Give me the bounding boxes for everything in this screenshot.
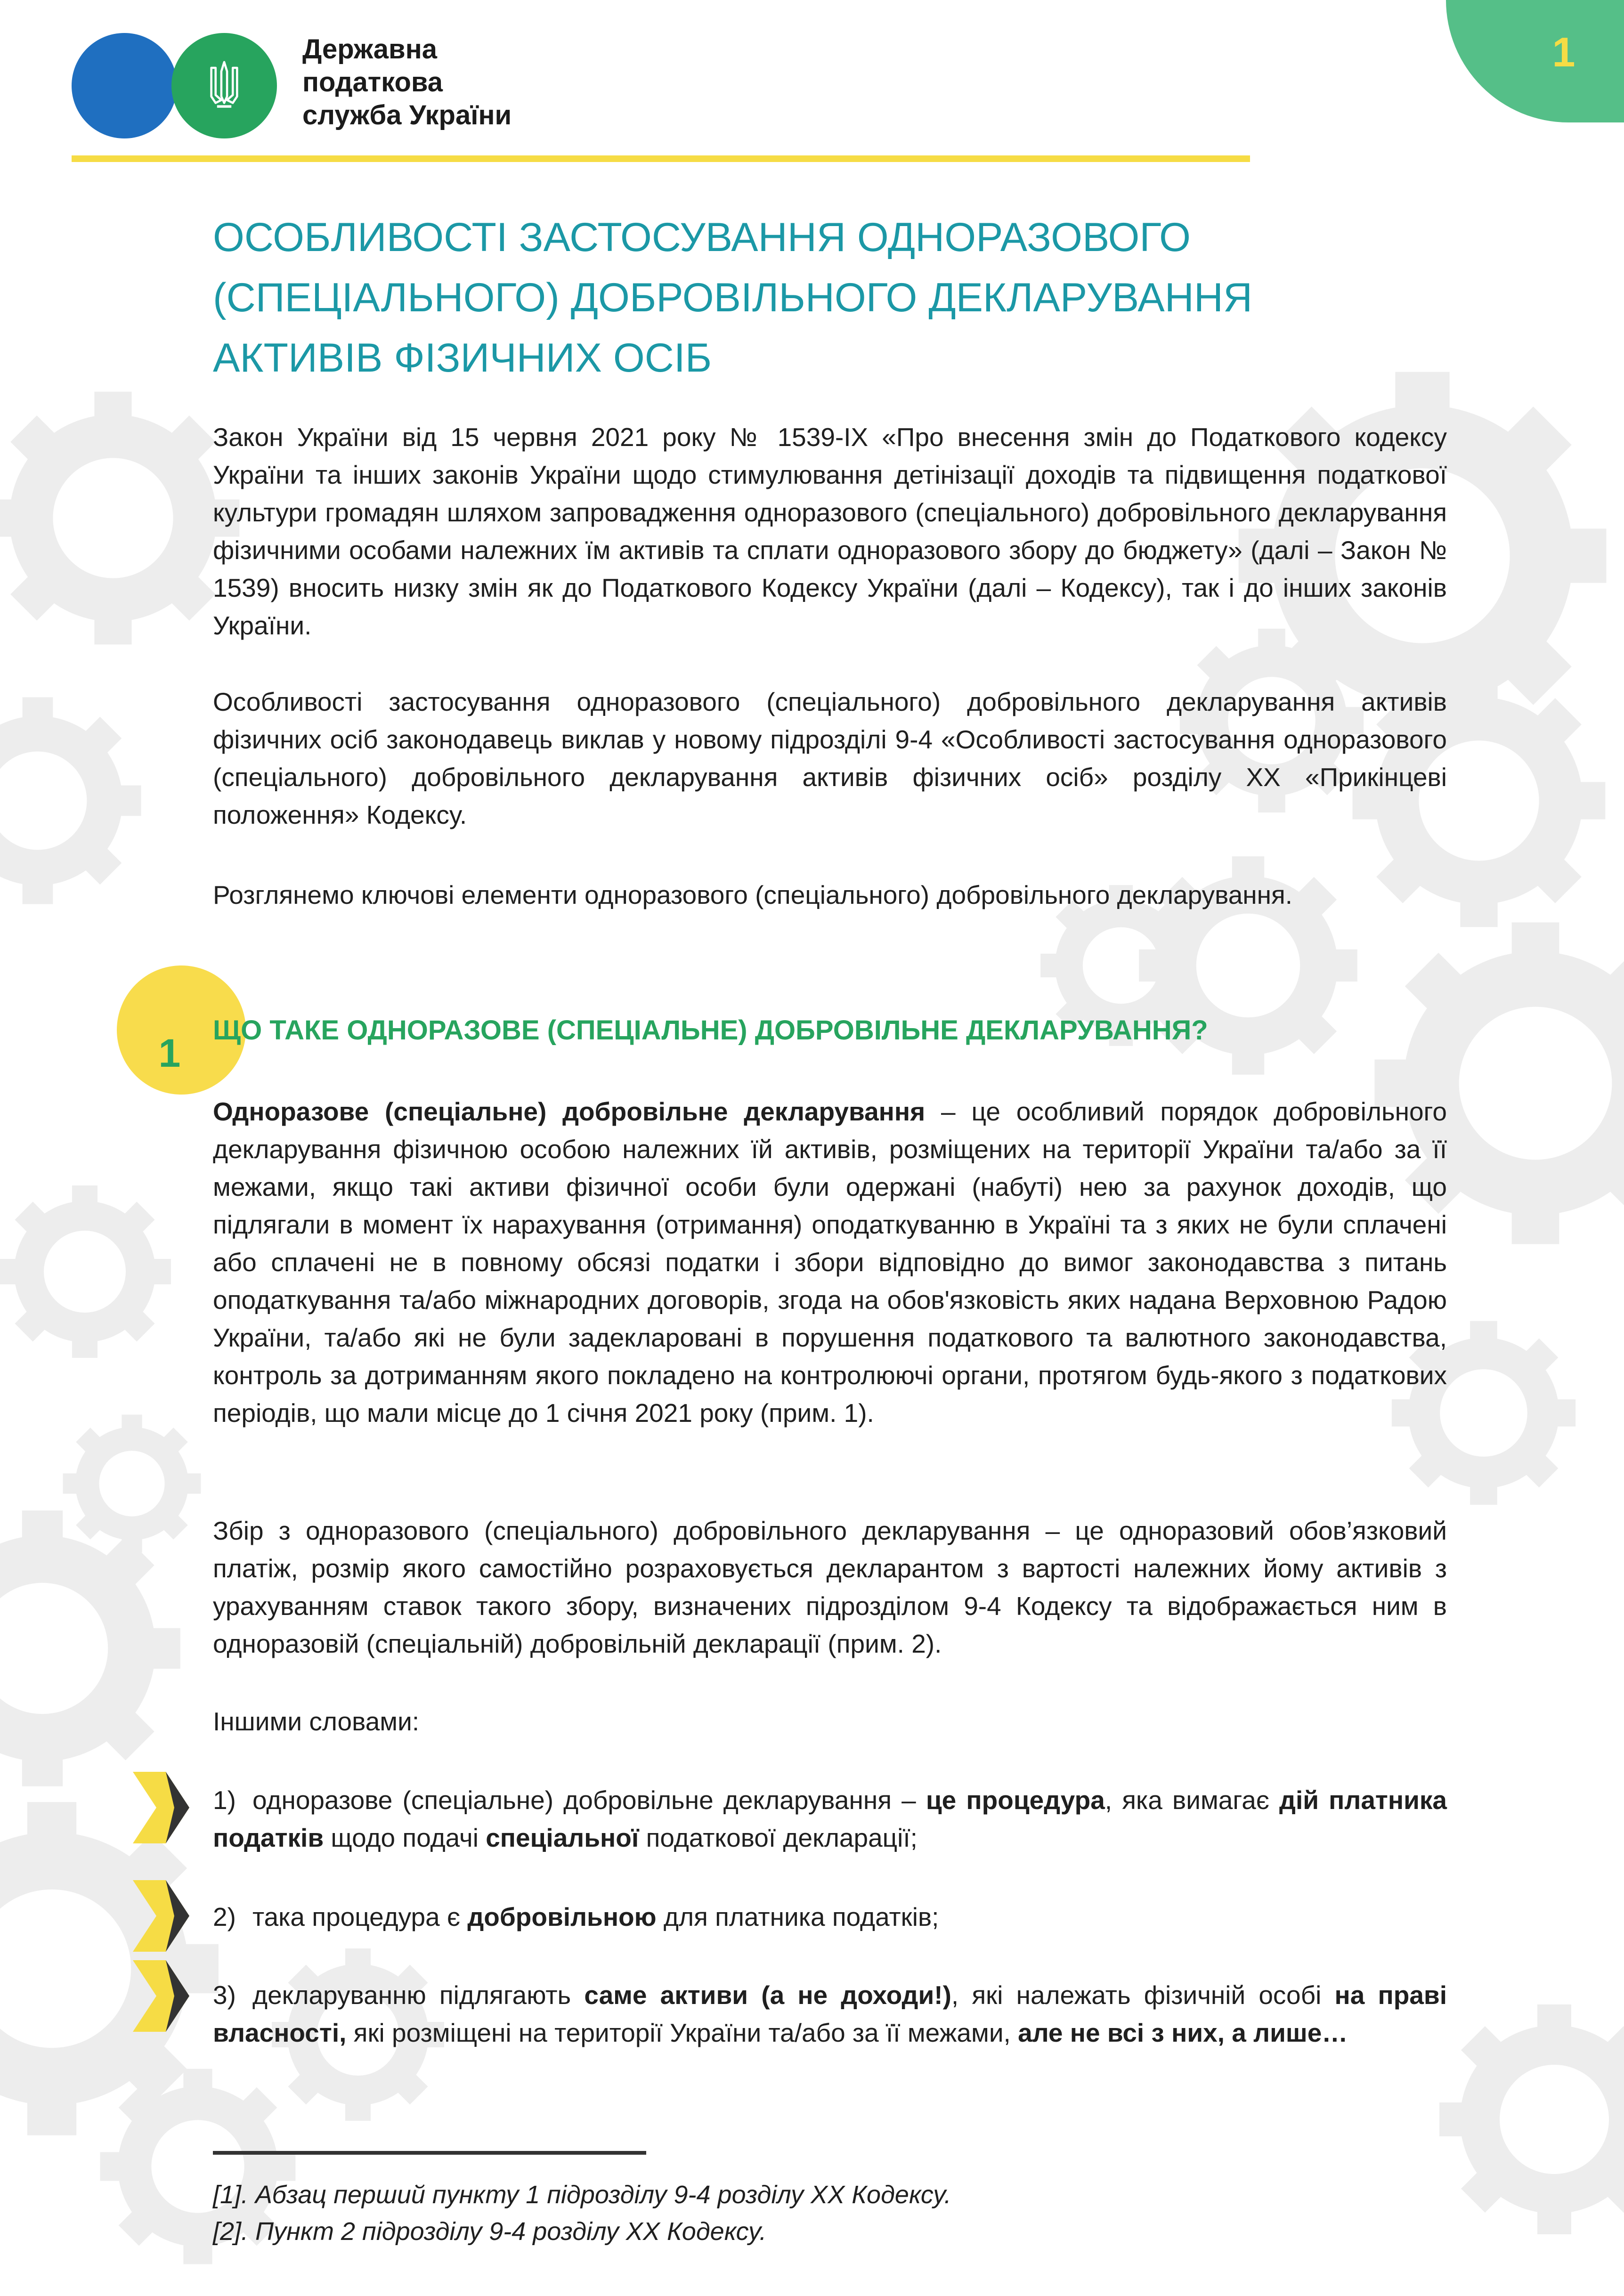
list-item-text: які розміщені на території України та/або за її межами, — [346, 2018, 1018, 2047]
definition-text: – це особливий порядок добровільного декларування фізичною особою належних їй активів, розміщених на території України та/або за її межами, якщо такі активи фізичної особи були одержані (набуті) нею за рахунок доходів, що підлягали в момент їх нарахування (отримання) оподаткуванню в Україні та з яких не були сплачені або сплачені не в повному обсязі податки і збори відповідно до вимог законодавства з питань оподаткування та/або міжнародних договорів, згода на обов'язковість яких надана Верховною Радою України, та/або які не були задекларовані в порушення податкового та валютного законодавства, контроль за дотриманням якого покладено на контролюючі органи, протягом будь-якого з податкових періодів, що мали місце до 1 січня 2021 року (прим. 1). — [213, 1097, 1447, 1428]
list-item-bold: саме активи (а не доходи!) — [584, 1980, 951, 2010]
section-number: 1 — [158, 1031, 181, 1075]
list-item-bold: це процедура — [926, 1785, 1105, 1815]
list-item-number: 3) — [213, 1980, 236, 2010]
intro-paragraph: Особливості застосування одноразового (спеціального) добровільного декларування активів фізичних осіб законодавець виклав у новому підрозділі 9-4 «Особливості застосування одноразового (спеціального) добровільного декларування активів фізичних осіб» розділу ХХ «Прикінцеві положення» Кодексу. — [213, 687, 1447, 829]
footnote: [1]. Абзац перший пункту 1 підрозділу 9-4 розділу ХХ Кодексу. — [213, 2181, 951, 2209]
other-words-paragraph: Іншими словами: — [213, 1707, 420, 1736]
org-name-line: Державна — [302, 34, 437, 65]
intro-paragraph: Розглянемо ключові елементи одноразового (спеціального) добровільного декларування. — [213, 880, 1293, 909]
chevron-right-icon — [133, 1772, 189, 1843]
footnote-divider — [213, 2151, 646, 2155]
footnote: [2]. Пункт 2 підрозділу 9-4 розділу ХХ Кодексу. — [213, 2217, 767, 2246]
list-item-bold: добровільною — [467, 1902, 657, 1931]
definition-term: Одноразове (спеціальне) добровільне декларування — [213, 1097, 926, 1126]
list-item-text: для платника податків; — [656, 1902, 939, 1931]
section-heading: ЩО ТАКЕ ОДНОРАЗОВЕ (СПЕЦІАЛЬНЕ) ДОБРОВІЛЬНЕ ДЕКЛАРУВАННЯ? — [213, 1015, 1208, 1046]
list-item-text: , які належать фізичній особі — [951, 1980, 1335, 2010]
title-line: АКТИВІВ ФІЗИЧНИХ ОСІБ — [213, 335, 712, 381]
organization-name — [302, 33, 632, 132]
fee-paragraph: Збір з одноразового (спеціального) добровільного декларування – це одноразовий обов’язковий платіж, розмір якого самостійно розраховується декларантом з вартості належних йому активів з урахуванням ставок такого збору, визначених підрозділом 9-4 Кодексу та відображається ним в одноразовій (спеціальній) добровільній декларації (прим. 2). — [213, 1516, 1447, 1658]
list-item-text: одноразове (спеціальне) добровільне декларування – — [252, 1785, 926, 1815]
list-item-text: така процедура є — [252, 1902, 468, 1931]
definition-paragraph — [213, 1093, 1447, 1432]
list-item — [213, 1976, 1447, 2052]
header-divider — [72, 155, 1250, 162]
intro-paragraph: Закон України від 15 червня 2021 року № 1539-IX «Про внесення змін до Податкового кодексу України та інших законів України щодо стимулювання детінізації доходів та підвищення податкової культури громадян шляхом запровадження одноразового (спеціального) добровільного декларування фізичними особами належних їм активів та сплати одноразового збору до бюджету» (далі – Закон № 1539) вносить низку змін як до Податкового Кодексу України (далі – Кодексу), так і до інших законів України. — [213, 422, 1447, 640]
list-item-number: 2) — [213, 1902, 236, 1931]
title-line: ОСОБЛИВОСТІ ЗАСТОСУВАННЯ ОДНОРАЗОВОГО — [213, 215, 1191, 260]
title-line: (СПЕЦІАЛЬНОГО) ДОБРОВІЛЬНОГО ДЕКЛАРУВАННЯ — [213, 275, 1253, 320]
list-item-bold: дій платника податків — [213, 1785, 1447, 1852]
logo-green-circle — [171, 33, 277, 138]
document-title — [213, 207, 1296, 388]
list-item — [213, 1898, 1447, 1936]
page-number: 1 — [1552, 29, 1575, 75]
list-item — [213, 1781, 1447, 1857]
logo-blue-circle — [72, 33, 177, 138]
chevron-right-icon — [133, 1960, 189, 2032]
list-item-text: декларуванню підлягають — [252, 1980, 585, 2010]
trident-emblem-icon — [206, 57, 242, 114]
list-item-text: податкової декларації; — [639, 1823, 918, 1852]
list-item-text: , яка вимагає — [1104, 1785, 1280, 1815]
org-name-line: податкова — [302, 67, 443, 97]
list-item-text: щодо подачі — [324, 1823, 486, 1852]
org-name-line: служба України — [302, 100, 512, 130]
list-item-number: 1) — [213, 1785, 236, 1815]
list-item-bold: спеціальної — [486, 1823, 639, 1852]
list-item-bold: але не всі з них, а лише… — [1018, 2018, 1348, 2047]
list-item-bold: на праві власності, — [213, 1980, 1447, 2047]
chevron-right-icon — [133, 1880, 189, 1952]
